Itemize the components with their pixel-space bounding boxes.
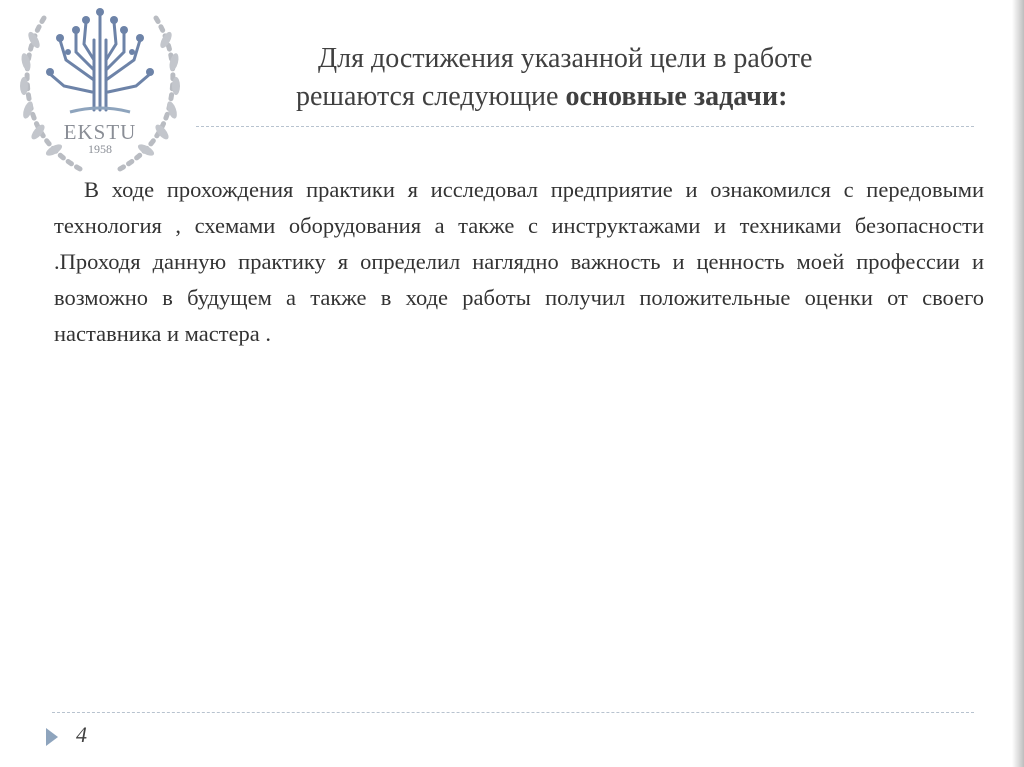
slide-title-line2-normal: решаются следующие bbox=[296, 81, 566, 112]
slide-edge-shadow bbox=[1012, 0, 1024, 767]
slide-number: 4 bbox=[76, 722, 87, 747]
slide-title-emphasis: основные задачи: bbox=[565, 81, 788, 112]
logo-year: 1958 bbox=[88, 142, 112, 156]
triangle-right-icon bbox=[46, 728, 58, 746]
slide-title-line1: Для достижения указанной цели в работе bbox=[318, 43, 813, 74]
slide-title bbox=[296, 40, 936, 116]
header-divider bbox=[196, 126, 974, 127]
slide-title-line2 bbox=[296, 78, 936, 116]
logo-name: EKSTU bbox=[63, 120, 137, 144]
university-logo bbox=[4, 0, 200, 178]
slide-body-text: В ходе прохождения практики я исследовал предприятие и ознакомился с передовыми технология , схемами оборудования а также с инструктажами и техниками безопасности .Проходя данную практику я определил наглядно важность и ценность моей профессии и возможно в будущем а также в ходе работы получил положительные оценки от своего наставника и мастера . bbox=[54, 177, 984, 346]
footer-divider bbox=[52, 712, 974, 713]
